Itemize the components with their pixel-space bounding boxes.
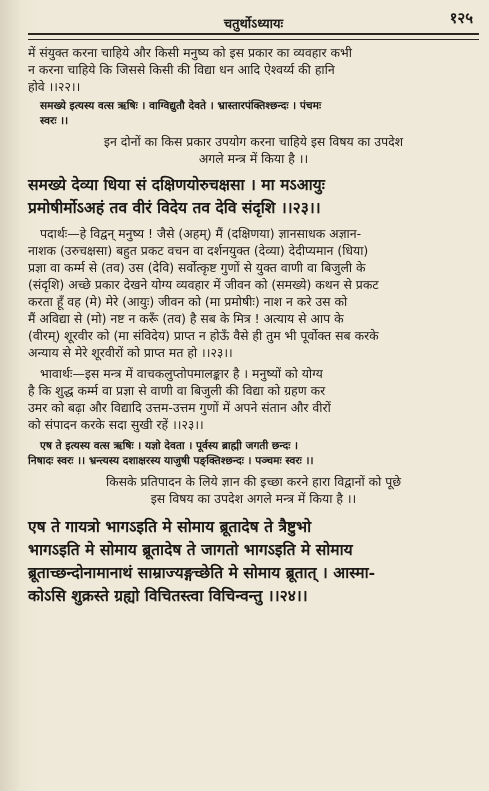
text-line: भावार्थः—इस मन्त्र में वाचकलुप्तोपमालङ्कार है । मनुष्यों को योग्य [40, 366, 323, 381]
header-rule [28, 33, 479, 40]
text-line: है कि शुद्ध कर्म्म वा प्रज्ञा से वाणी वा बिजुली की विद्या को ग्रहण कर [28, 383, 326, 398]
text-line: में संयुक्त करना चाहिये और किसी मनुष्य को इस प्रकार का व्यवहार कभी [28, 45, 352, 60]
mantra-verse [28, 173, 479, 219]
text-line: को संपादन करके सदा सुखी रहें ।।२३।। [28, 417, 204, 432]
bhavartha-section [28, 365, 479, 433]
mantra-attribution [28, 439, 479, 469]
intro-line: इन दोनों का किस प्रकार उपयोग करना चाहिये इस विषय का उपदेश [103, 134, 404, 149]
text-line: अन्याय से मेरे शूरवीरों को प्राप्त मत हो ।।२३।। [28, 345, 233, 360]
explanation-continued [28, 44, 479, 95]
text-line: उमर को बढ़ा और विद्यादि उत्तम-उत्तम गुणों में अपने संतान और वीरों [28, 400, 331, 415]
verse-line: ब्रूताच्छन्दोनामानाथं साम्राज्यङ्गच्छेति मे सोमाय ब्रूतात् । आस्मा- [28, 563, 376, 582]
text-line: (संदृशि) अच्छे प्रकार देखने योग्य व्यवहार में जीवन को (समख्ये) कथन से प्रकट [28, 277, 379, 292]
intro-line: किसके प्रतिपादन के लिये ज्ञान की इच्छा करने हारा विद्वानों को पूछे [105, 474, 402, 489]
text-line: न करना चाहिये कि जिससे किसी की विद्या धन आदि ऐश्वर्य्य की हानि [28, 62, 335, 77]
verse-line: एष ते गायत्रो भागऽइति मे सोमाय ब्रूतादेष ते त्रैष्टुभो [28, 517, 312, 536]
intro-line: इस विषय का उपदेश अगले मन्त्र में किया है ।। [150, 491, 357, 506]
verse-line: समख्ये देव्या धिया सं दक्षिणयोरुचक्षसा । मा मऽआयुः [28, 175, 325, 194]
verse-line: प्रमोषीर्मोऽअहं तव वीरं विदेय तव देवि संदृशि ।।२३।। [28, 198, 321, 217]
verse-line: भागऽइति मे सोमाय ब्रूतादेष ते जागतो भागऽइति मे सोमाय [28, 540, 353, 559]
padartha-section [28, 225, 479, 361]
text-line: करता हूँ वह (मे) मेरे (आयुः) जीवन को (मा प्रमोषीः) नाश न करे उस को [28, 294, 348, 309]
text-line: नाशक (उरुचक्षसा) बहुत प्रकट वचन वा दर्शनयुक्त (देव्या) देदीप्यमान (धिया) [28, 243, 369, 258]
verse-line: कोऽसि शुक्रस्ते ग्रह्यो विचितस्त्वा विचिन्वन्तु ।।२४।। [28, 586, 308, 605]
mantra-attribution [28, 99, 479, 129]
mantra-intro [28, 473, 479, 507]
attribution-line: स्वरः ।। [40, 115, 69, 127]
attribution-line: निषादः स्वरः ।। भ्रन्त्यस्य दशाक्षरस्य याजुषी पङ्क्तिश्छन्दः । पञ्चमः स्वरः ।। [28, 455, 314, 467]
intro-line: अगले मन्त्र में किया है ।। [198, 151, 309, 166]
text-line: मैं अविद्या से (मो) नष्ट न करूँ (तव) है सब के मित्र ! अत्याय से आप के [28, 311, 344, 326]
text-line: प्रज्ञा वा कर्म्म से (तव) उस (देवि) सर्वोत्कृष्ट गुणों से युक्त वाणी वा बिजुली के [28, 260, 366, 275]
mantra-intro [28, 133, 479, 167]
page-header [28, 8, 479, 32]
text-line: पदार्थः—हे विद्वन् मनुष्य ! जैसे (अहम्) मैं (दक्षिणया) ज्ञानसाधक अज्ञान- [40, 226, 362, 241]
text-line: होवे ।।२२।। [28, 79, 81, 94]
chapter-title: चतुर्थोऽध्यायः [223, 17, 284, 32]
mantra-verse [28, 515, 479, 607]
text-line: (वीरम्) शूरवीर को (मा संविदेय) प्राप्त न होऊँ वैसे ही तुम भी पूर्वोक्त सब करके [28, 328, 379, 343]
page-number: १२५ [449, 9, 473, 27]
attribution-line: समख्ये इत्यस्य वत्स ऋषिः । वाग्विद्युतौ देवते । भ्रास्तारपंक्तिश्छन्दः । पंचमः [40, 100, 322, 112]
attribution-line: एष ते इत्यस्य वत्स ऋषिः । यज्ञो देवता । पूर्वस्य ब्राह्मी जगती छन्दः । [40, 440, 299, 452]
